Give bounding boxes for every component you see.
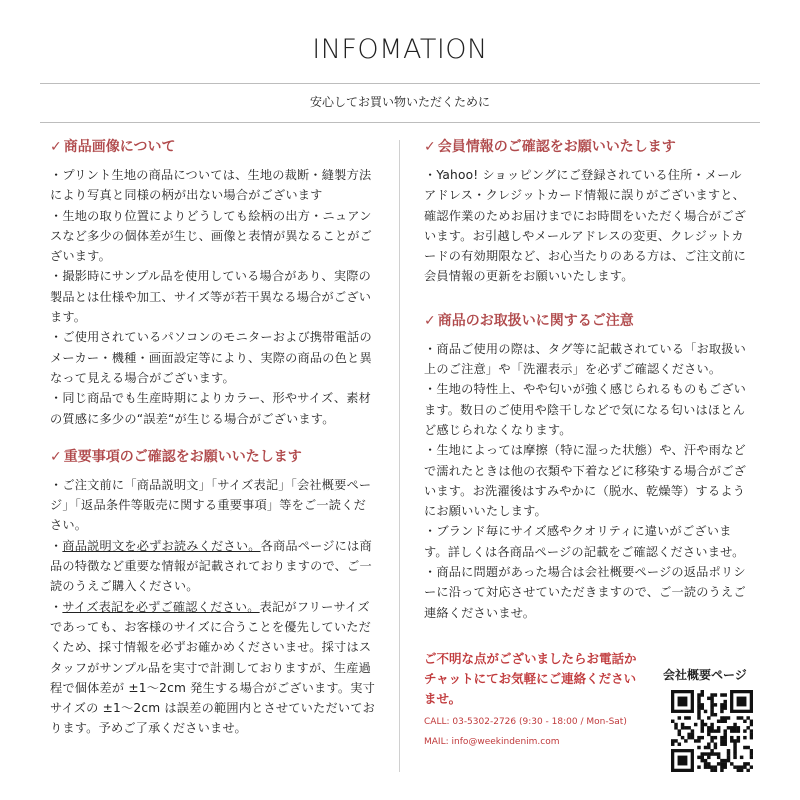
header-rule-bottom (40, 122, 760, 123)
check-icon: ✓ (424, 312, 436, 329)
left-column (50, 137, 375, 739)
list-item: ・ブランド毎にサイズ感やクオリティに違いがございます。詳しくは各商品ページの記載をご確認くださいませ。 (424, 524, 745, 559)
list-item: ・商品説明文を必ずお読みください。各商品ページには商品の特徴など重要な情報が記載されておりますので、ご一読のうえご購入ください。 (50, 538, 372, 594)
list-item: ・サイズ表記を必ずご確認ください。表記がフリーサイズであっても、お客様のサイズに合うことを優先していただくため、採寸情報を必ずお確かめくださいませ。採寸はスタッフがサンプル品を実寸で計測しておりますが、生産過程で個体差が ±1～2cm 発生する場合がございます。実寸サイズの ±1～2cm は誤差の範囲内とさせていただいております。予めご了承くださいませ。 (50, 599, 375, 736)
contact-heading: ご不明な点がございましたらお電話かチャットにてお気軽にご連絡くださいませ。 (424, 650, 637, 706)
list-item: ・生地の特性上、やや匂いが強く感じられるものもございます。数日のご使用や陰干しなどで気になる匂いはほとんど感じられなくなります。 (424, 382, 747, 437)
qr-code-graphic (671, 690, 753, 772)
section-heading-handling: ✓ 商品のお取扱いに関するご注意 (424, 312, 634, 329)
underlined-note: 商品説明文を必ずお読みください。 (62, 538, 261, 553)
right-column (424, 137, 754, 749)
underlined-note: サイズ表記を必ずご確認ください。 (62, 599, 260, 614)
company-page-label: 会社概要ページ (663, 668, 747, 682)
qr-code-icon[interactable] (671, 690, 753, 772)
section-heading-product-images: ✓ 商品画像について (50, 139, 176, 155)
contact-email[interactable]: MAIL: info@weekindenim.com (424, 736, 560, 747)
list-item: ・商品に問題があった場合は会社概要ページの返品ポリシーに沿って対応させていただきますので、ご一読のうえご連絡くださいませ。 (424, 565, 746, 620)
section-heading-member-info: ✓ 会員情報のご確認をお願いいたします (424, 139, 676, 155)
list-item: ・生地によっては摩擦（特に湿った状態）や、汗や雨などで濡れたときは他の衣類や下着などに移染する場合がございます。お洗濯後はすみやかに（脱水、乾燥等）するようにお願いいたします。 (424, 443, 747, 519)
column-divider (399, 140, 400, 772)
section-heading-important: ✓ 重要事項のご確認をお願いいたします (50, 448, 302, 465)
list-item: ・生地の取り位置によりどうしても絵柄の出方・ニュアンスなど多少の個体差が生じ、画像と表情が異なることがございます。 (50, 208, 373, 264)
list-item: ・ご使用されているパソコンのモニターおよび携帯電話のメーカー・機種・画面設定等により、実際の商品の色と異なって見える場合がございます。 (50, 330, 372, 385)
list-item: ・プリント生地の商品については、生地の裁断・縫製方法により写真と同様の柄が出ない場合がございます (50, 168, 372, 203)
list-item: ・ご注文前に「商品説明文」「サイズ表記」「会社概要ページ」「返品条件等販売に関する重要事項」等をご一読ください。 (50, 477, 372, 533)
header-rule-top (40, 83, 760, 84)
contact-phone[interactable]: CALL: 03-5302-2726 (9:30 - 18:00 / Mon-Sat) (424, 716, 627, 727)
list-item: ・商品ご使用の際は、タグ等に記載されている「お取扱い上のご注意」や「洗濯表示」を必ずご確認ください。 (424, 341, 747, 377)
list-item: ・同じ商品でも生産時期によりカラー、形やサイズ、素材の質感に多少の“誤差“が生じる場合がございます。 (50, 391, 371, 426)
page-subtitle: 安心してお買い物いただくために (309, 95, 490, 109)
check-icon: ✓ (424, 139, 436, 155)
check-icon: ✓ (50, 448, 62, 465)
page-title: INFOMATION (312, 34, 488, 65)
check-icon: ✓ (50, 139, 62, 155)
list-item: ・Yahoo! ショッピングにご登録されている住所・メールアドレス・クレジットカード情報に誤りがございますと、確認作業のためお届けまでにお時間をいただく場合がございます。お引越しやメールアドレスの変更、クレジットカードの有効期限など、お心当たりのある方は、ご注文前に会員情報の更新をお願いいたします。 (424, 168, 747, 284)
list-item: ・撮影時にサンプル品を使用している場合があり、実際の製品とは仕様や加工、サイズ等が若干異なる場合がございます。 (50, 269, 372, 325)
